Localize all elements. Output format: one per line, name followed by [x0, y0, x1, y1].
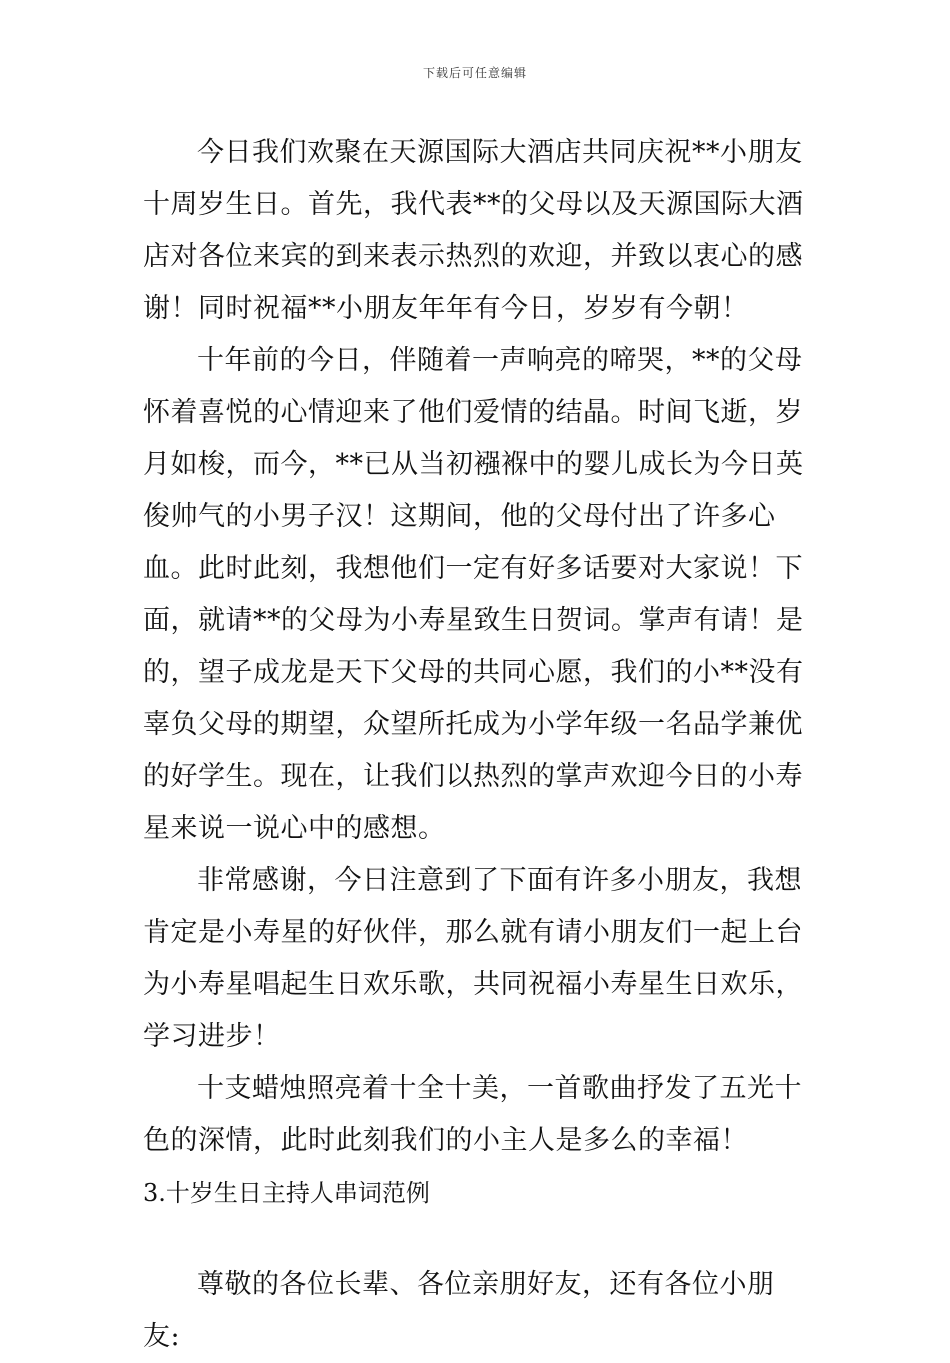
section-title: 3.十岁生日主持人串词范例: [143, 1179, 430, 1207]
paragraph-greeting: 今日我们欢聚在天源国际大酒店共同庆祝**小朋友十周岁生日。首先，我代表**的父母以及天源国际大酒店对各位来宾的到来表示热烈的欢迎，并致以衷心的感谢！同时祝福**小朋友年年有今日，岁岁有今朝！: [143, 137, 804, 324]
paragraph-candles: 十支蜡烛照亮着十全十美，一首歌曲抒发了五光十色的深情，此时此刻我们的小主人是多么的幸福！: [143, 1073, 802, 1156]
document-body: [143, 127, 807, 1363]
paragraph-ten-years-ago: 十年前的今日，伴随着一声响亮的啼哭，**的父母怀着喜悦的心情迎来了他们爱情的结晶。时间飞逝，岁月如梭，而今，**已从当初襁褓中的婴儿成长为今日英俊帅气的小男子汉！这期间，他的父母付出了许多心血。此时此刻，我想他们一定有好多话要对大家说！下面，就请**的父母为小寿星致生日贺词。掌声有请！是的，望子成龙是天下父母的共同心愿，我们的小**没有辜负父母的期望，众望所托成为小学年级一名品学兼优的好学生。现在，让我们以热烈的掌声欢迎今日的小寿星来说一说心中的感想。: [143, 345, 804, 844]
paragraph-thanks: 非常感谢，今日注意到了下面有许多小朋友，我想肯定是小寿星的好伙伴，那么就有请小朋友们一起上台为小寿星唱起生日欢乐歌，共同祝福小寿星生日欢乐，学习进步！: [143, 865, 803, 1052]
section-spacer: [143, 1219, 807, 1259]
header-note: 下载后可任意编辑: [422, 66, 527, 80]
paragraph-salutation: 尊敬的各位长辈、各位亲朋好友，还有各位小朋友:: [143, 1269, 775, 1352]
